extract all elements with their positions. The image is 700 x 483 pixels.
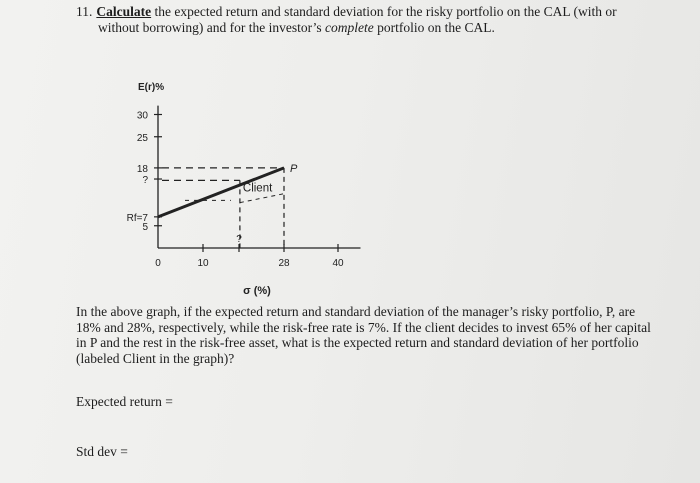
question-verb: Calculate bbox=[96, 4, 152, 19]
y-tick-label: 5 bbox=[142, 221, 148, 233]
client-extra-guide bbox=[240, 194, 284, 203]
problem-paragraph bbox=[76, 304, 676, 366]
question-line-2-start: without borrowing) and for the investor’s bbox=[98, 20, 325, 35]
question-line-2-end: portfolio on the CAL. bbox=[373, 20, 495, 35]
cal-chart bbox=[100, 60, 400, 310]
question-line-1-rest: the expected return and standard deviation for the risky portfolio on the CAL (with or bbox=[151, 4, 617, 19]
x-tick-label: 10 bbox=[197, 258, 209, 269]
x-axis-title: σ (%) bbox=[243, 285, 271, 297]
client-label: Client bbox=[242, 182, 273, 195]
expected-return-label: Expected return = bbox=[76, 394, 173, 409]
question-number: 11. bbox=[76, 4, 93, 19]
x-tick-label: 28 bbox=[278, 258, 290, 269]
question-line-2-italic: complete bbox=[324, 20, 374, 35]
y-tick-label: 30 bbox=[136, 110, 148, 122]
y-tick-label: ? bbox=[142, 175, 148, 187]
paragraph-line-4: (labeled Client in the graph)? bbox=[76, 350, 235, 366]
x-tick-label: ? bbox=[236, 234, 242, 245]
cal-chart-svg bbox=[100, 60, 400, 310]
x-tick-label: 40 bbox=[332, 258, 344, 269]
std-dev-label: Std dev = bbox=[76, 444, 128, 459]
y-tick-label: Rf=7 bbox=[126, 212, 148, 224]
paragraph-line-1: In the above graph, if the expected return and standard deviation of the manager’s risky portfolio, P, are bbox=[76, 304, 636, 319]
x-tick-label: 0 bbox=[155, 258, 161, 269]
question-line-1 bbox=[76, 4, 676, 20]
paragraph-line-3: in P and the rest in the risk-free asset, what is the expected return and standard deviation of her portfolio bbox=[76, 335, 639, 350]
portfolio-p-label: P bbox=[290, 162, 298, 175]
y-axis-title: E(r)% bbox=[138, 82, 165, 93]
y-tick-label: 18 bbox=[136, 163, 148, 175]
question-prompt bbox=[76, 4, 676, 36]
paragraph-line-2: 18% and 28%, respectively, while the risk-free rate is 7%. If the client decides to invest 65% of her capital bbox=[76, 319, 651, 335]
question-line-2 bbox=[76, 20, 676, 36]
y-tick-label: 25 bbox=[136, 132, 148, 144]
